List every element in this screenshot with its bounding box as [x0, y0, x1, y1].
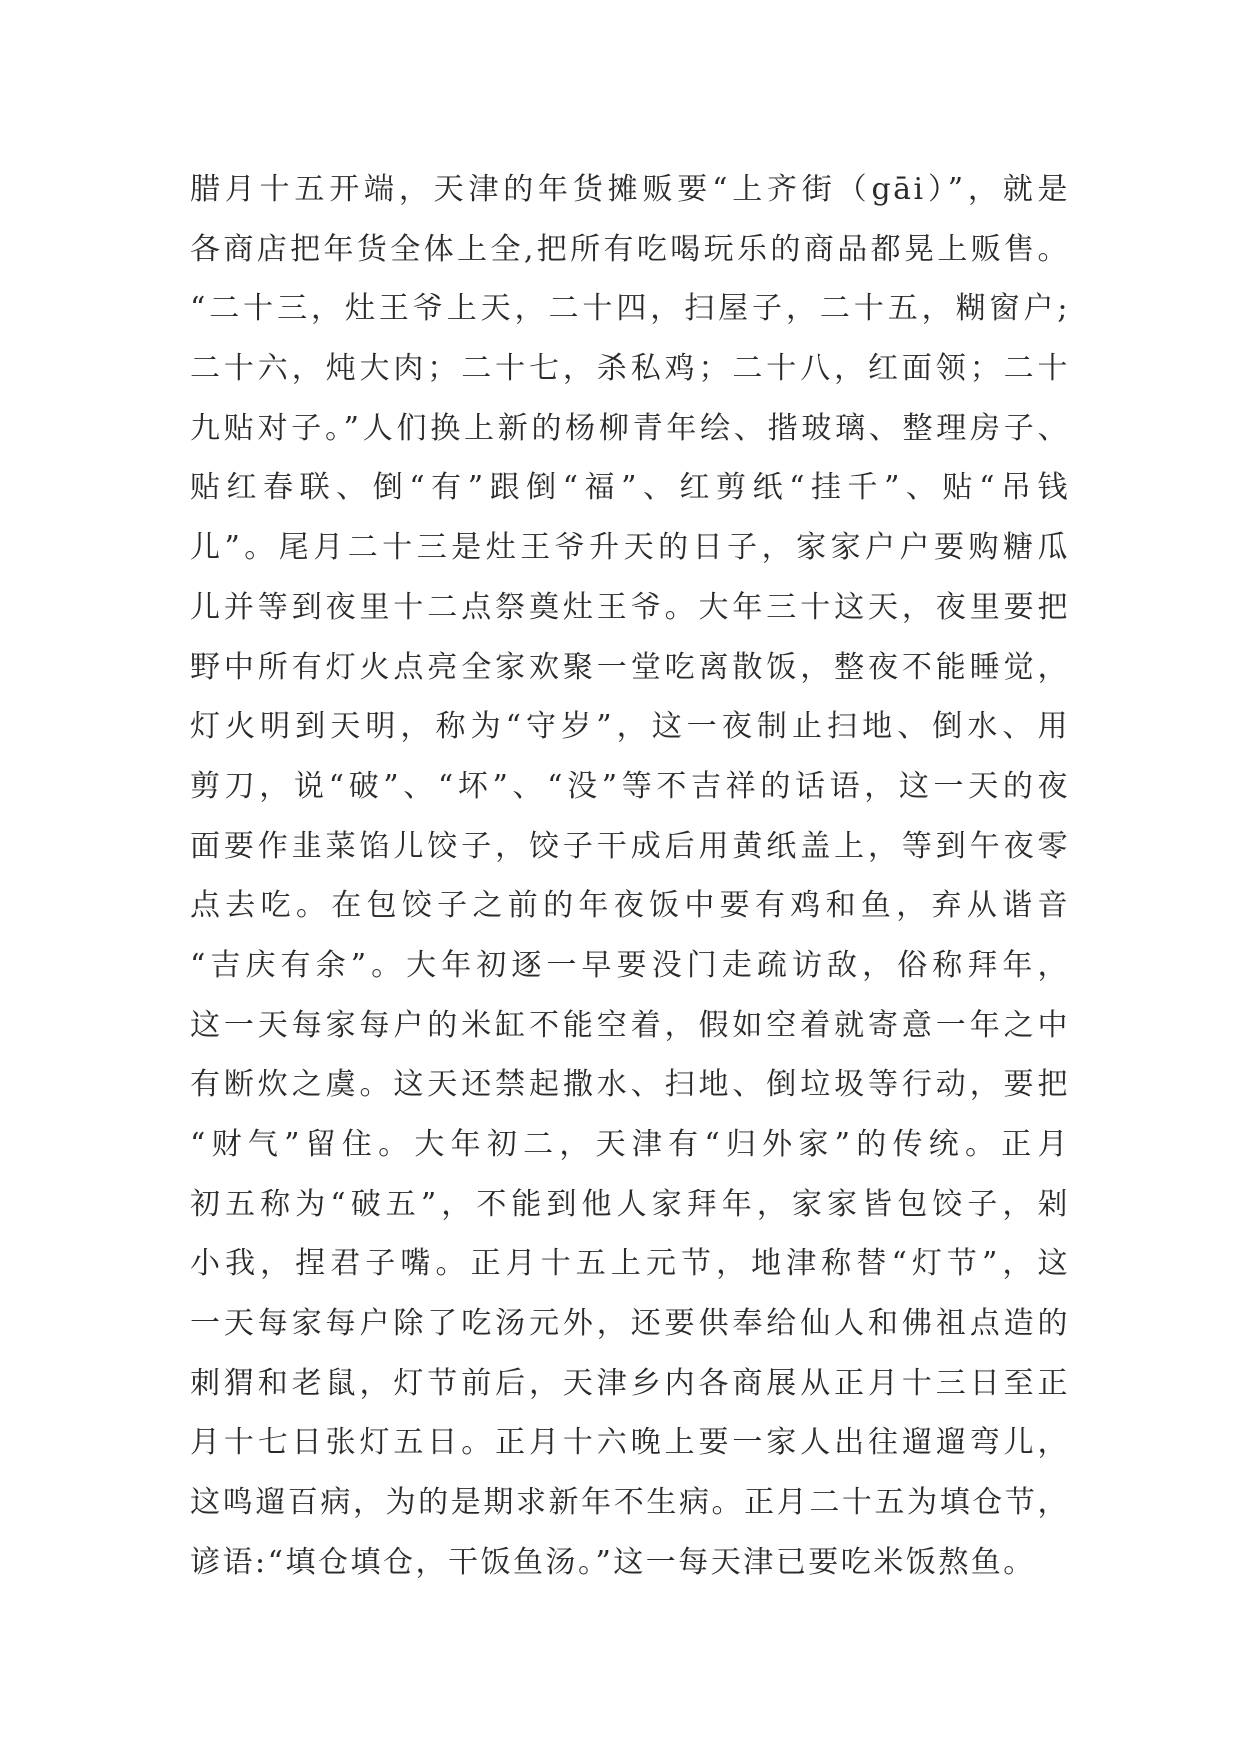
text-line: 贴红春联、倒“有”跟倒“福”、红剪纸“挂千”、贴“吊钱 — [190, 470, 1070, 506]
text-line: 初五称为“破五”，不能到他人家拜年，家家皆包饺子，剁 — [190, 1186, 1070, 1222]
text-line: 腊月十五开端，天津的年货摊贩要“上齐街（gāi）”，就是 — [190, 172, 1070, 207]
body-text — [190, 160, 1070, 1593]
text-line: “吉庆有余”。大年初逐一早要没门走疏访敌，俗称拜年， — [190, 947, 1070, 983]
text-line: 儿并等到夜里十二点祭奠灶王爷。大年三十这天，夜里要把 — [190, 589, 1070, 625]
text-line: 点去吃。在包饺子之前的年夜饭中要有鸡和鱼，弃从谐音 — [190, 888, 1070, 924]
text-line: “财气”留住。大年初二，天津有“归外家”的传统。正月 — [190, 1127, 1070, 1162]
text-line: “二十三，灶王爷上天，二十四，扫屋子，二十五，糊窗户; — [190, 291, 1070, 327]
text-line: 各商店把年货全体上全,把所有吃喝玩乐的商品都晃上贩售。 — [190, 231, 1070, 267]
text-line: 这一天每家每户的米缸不能空着，假如空着就寄意一年之中 — [190, 1007, 1070, 1043]
text-line: 小我，捏君子嘴。正月十五上元节，地津称替“灯节”，这 — [190, 1246, 1070, 1282]
text-line: 灯火明到天明，称为“守岁”，这一夜制止扫地、倒水、用 — [190, 709, 1070, 745]
text-line: 面要作韭菜馅儿饺子，饺子干成后用黄纸盖上，等到午夜零 — [190, 828, 1070, 864]
text-line: 一天每家每户除了吃汤元外，还要供奉给仙人和佛祖点造的 — [190, 1306, 1070, 1342]
text-line: 野中所有灯火点亮全家欢聚一堂吃离散饭，整夜不能睡觉， — [190, 649, 1070, 685]
text-line: 九贴对子。”人们换上新的杨柳青年绘、揩玻璃、整理房子、 — [190, 410, 1070, 446]
text-line: 刺猬和老鼠，灯节前后，天津乡内各商展从正月十三日至正 — [190, 1365, 1070, 1401]
text-line: 儿”。尾月二十三是灶王爷升天的日子，家家户户要购糖瓜 — [190, 530, 1070, 566]
text-line: 二十六，炖大肉；二十七，杀私鸡；二十八，红面领；二十 — [190, 351, 1070, 387]
text-line: 月十七日张灯五日。正月十六晚上要一家人出往遛遛弯儿， — [190, 1425, 1070, 1461]
text-line: 剪刀，说“破”、“坏”、“没”等不吉祥的话语，这一天的夜 — [190, 768, 1070, 804]
text-line: 谚语:“填仓填仓，干饭鱼汤。”这一每天津已要吃米饭熬鱼。 — [190, 1544, 1036, 1580]
text-line: 有断炊之虞。这天还禁起撒水、扫地、倒垃圾等行动，要把 — [190, 1067, 1070, 1103]
text-line: 这鸣遛百病，为的是期求新年不生病。正月二十五为填仓节， — [190, 1485, 1070, 1521]
